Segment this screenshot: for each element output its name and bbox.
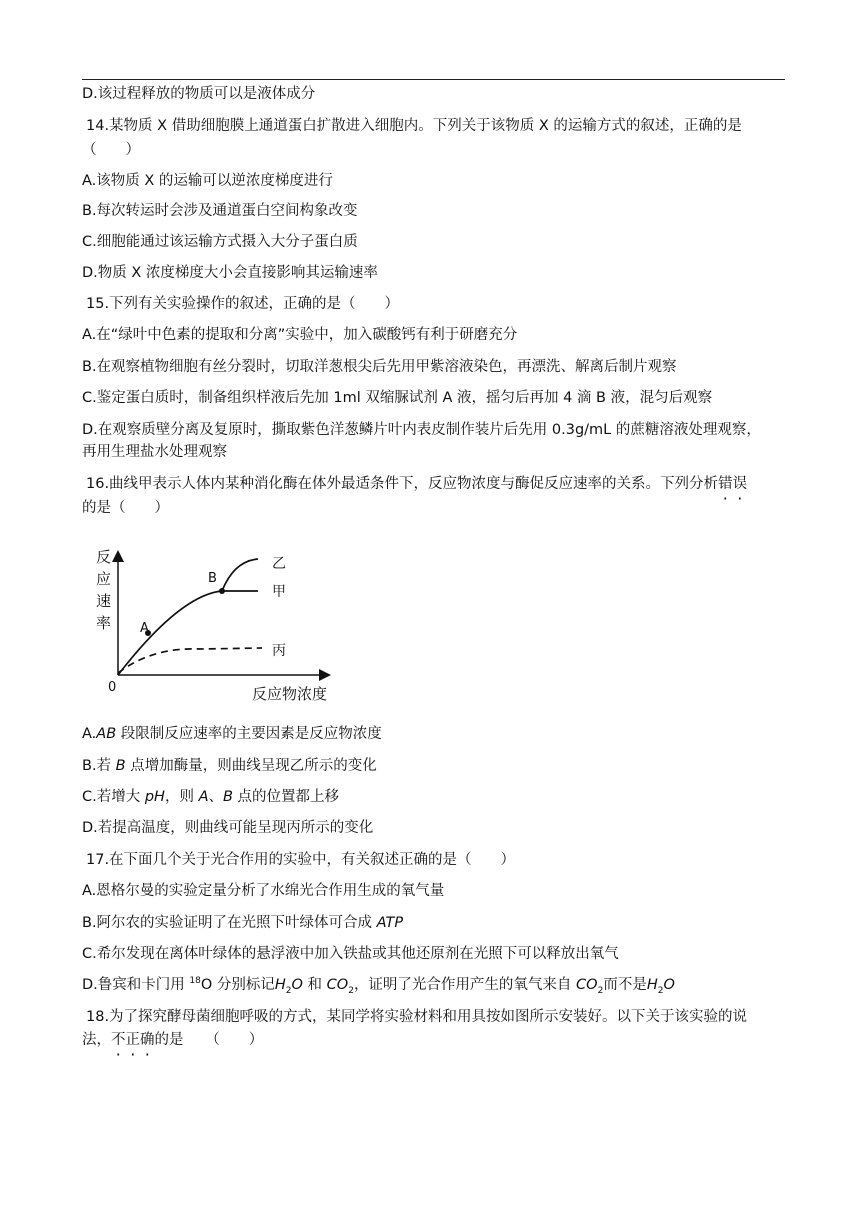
emphasis-mark: 正 — [125, 1032, 140, 1048]
q16-option-c: C.若增大 pH，则 A、B 点的位置都上移 — [82, 789, 340, 805]
q18-stem-cont — [82, 1030, 263, 1050]
y-axis-label-char: 率 — [96, 614, 112, 632]
q17-option-a: A.恩格尔曼的实验定量分析了水绵光合作用生成的氧气量 — [82, 883, 445, 899]
x-axis-label: 反应物浓度 — [252, 685, 328, 703]
curve-bing — [118, 648, 262, 673]
emphasis-mark: 不 — [111, 1032, 126, 1048]
q17-stem: 17.在下面几个关于光合作用的实验中，有关叙述正确的是（ ） — [86, 852, 516, 868]
curve-yi-label: 乙 — [272, 556, 286, 572]
q15-stem: 15.下列有关实验操作的叙述，正确的是（ ） — [86, 296, 400, 312]
q14-paren: （ ） — [82, 142, 140, 158]
q14-option-d: D.物质 X 浓度梯度大小会直接影响其运输速率 — [82, 265, 378, 281]
q17-option-c: C.希尔发现在离体叶绿体的悬浮液中加入铁盐或其他还原剂在光照下可以释放出氧气 — [82, 946, 619, 962]
q14-option-c: C.细胞能通过该运输方式摄入大分子蛋白质 — [82, 234, 358, 250]
q14-stem: 14.某物质 X 借助细胞膜上通道蛋白扩散进入细胞内。下列关于该物质 X 的运输方式的叙述，正确的是 — [86, 118, 742, 134]
curve-bing-label: 丙 — [272, 643, 286, 659]
q15-option-a: A.在“绿叶中色素的提取和分离”实验中，加入碳酸钙有利于研磨充分 — [82, 327, 518, 343]
q16-stem — [86, 474, 747, 494]
q14-option-a: A.该物质 X 的运输可以逆浓度梯度进行 — [82, 173, 333, 189]
header-rule — [82, 79, 785, 80]
enzyme-rate-graph — [90, 545, 350, 710]
q16-option-b: B.若 B 点增加酶量，则曲线呈现乙所示的变化 — [82, 758, 377, 774]
emphasis-mark: 确 — [140, 1032, 155, 1048]
q18-text: 的是 （ ） — [154, 1032, 264, 1048]
q15-option-d: D.在观察质壁分离及复原时，撕取紫色洋葱鳞片叶内表皮制作装片后先用 0.3g/mL 的蔗糖溶液处理观察， — [82, 422, 761, 438]
q16-option-d: D.若提高温度，则曲线可能呈现丙所示的变化 — [82, 820, 374, 836]
y-axis-label-char: 应 — [96, 570, 112, 588]
origin-label: 0 — [108, 680, 117, 695]
q18-text: 法， — [82, 1032, 111, 1048]
q15-option-c: C.鉴定蛋白质时，制备组织样液后先加 1ml 双缩脲试剂 A 液，摇匀后再加 4 滴 B 液，混匀后观察 — [82, 390, 713, 406]
q18-stem: 18.为了探究酵母菌细胞呼吸的方式，某同学将实验材料和用具按如图所示安装好。以下关于该实验的说 — [86, 1009, 748, 1025]
y-axis-label-char: 速 — [96, 592, 112, 610]
emphasis-mark: 误 — [732, 476, 748, 492]
q16-option-a: A.AB 段限制反应速率的主要因素是反应物浓度 — [82, 726, 382, 742]
q17-option-d: D.鲁宾和卡门用 $^{18}$O 分别标记$H_2O$ 和 $CO_2$，证明了光合作用产生的氧气来自 $CO_2$而不是$H_2O$ — [82, 976, 675, 996]
point-b — [219, 588, 225, 594]
y-axis-label-char: 反 — [96, 548, 112, 566]
q14-option-b: B.每次转运时会涉及通道蛋白空间构象改变 — [82, 203, 358, 219]
q15-option-d-cont: 再用生理盐水处理观察 — [82, 444, 227, 460]
emphasis-mark: 错 — [718, 476, 733, 492]
q17-option-b: B.阿尔农的实验证明了在光照下叶绿体可合成 ATP — [82, 915, 404, 931]
point-a-label: A — [140, 621, 149, 636]
curve-jia-label: 甲 — [272, 584, 286, 600]
q16-stem-cont: 的是（ ） — [82, 500, 169, 516]
q13-option-d: D.该过程释放的物质可以是液体成分 — [82, 86, 316, 102]
q16-stem-text: 16.曲线甲表示人体内某种消化酶在体外最适条件下，反应物浓度与酶促反应速率的关系。下列分析 — [86, 476, 719, 492]
curve-yi — [222, 559, 258, 591]
curve-jia — [118, 591, 258, 675]
point-b-label: B — [208, 571, 217, 586]
q15-option-b: B.在观察植物细胞有丝分裂时，切取洋葱根尖后先用甲紫溶液染色，再漂洗、解离后制片观察 — [82, 359, 677, 375]
